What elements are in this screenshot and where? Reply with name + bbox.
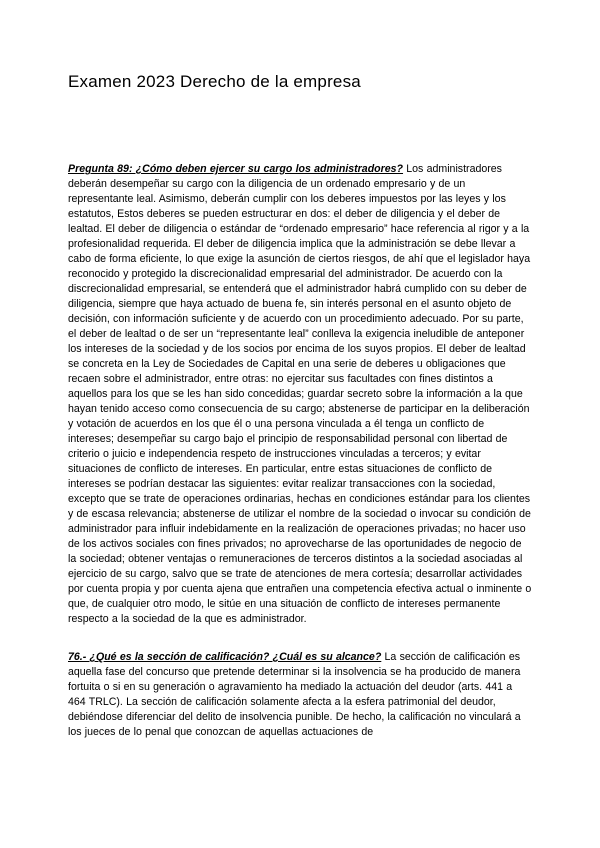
document-title: Examen 2023 Derecho de la empresa	[68, 72, 361, 91]
document-body	[68, 162, 533, 740]
paragraph-question-76	[68, 650, 533, 740]
question-89-heading: Pregunta 89: ¿Cómo deben ejercer su cargo los administradores?	[68, 163, 404, 175]
question-89-text: Los administradores deberán desempeñar su cargo con la diligencia de un ordenado empresario y de un representante leal. Asimismo, deberán cumplir con los deberes impuestos por las leyes y los estatutos, Estos deberes se pueden estructurar en dos: el deber de diligencia y el deber de lealtad. El deber de diligencia o estándar de “ordenado empresario” hace referencia al rigor y a la profesionalidad requerida. El deber de diligencia implica que la administración se debe llevar a cabo de forma eficiente, lo que exige la asunción de ciertos riesgos, de ahí que el legislador haya reconocido y protegido la discrecionalidad empresarial del administrador. De acuerdo con la discrecionalidad empresarial, se entenderá que el administrador habrá cumplido con su deber de diligencia, siempre que haya actuado de buena fe, sin interés personal en el asunto objeto de decisión, con información suficiente y de acuerdo con un procedimiento adecuado. Por su parte, el deber de lealtad o de ser un “representante leal” conlleva la exigencia ineludible de anteponer los intereses de la sociedad y de los socios por encima de los suyos propios. El deber de lealtad se concreta en la Ley de Sociedades de Capital en una serie de deberes u obligaciones que recaen sobre el administrador, entre otras: no ejercitar sus facultades con fines distintos a aquellos para los que se les han sido concedidas; guardar secreto sobre la información a la que hayan tenido acceso como consecuencia de su cargo; abstenerse de participar en la deliberación y votación de acuerdos en los que él o una persona vinculada a él tenga un conflicto de intereses; desempeñar su cargo bajo el principio de responsabilidad personal con libertad de criterio o juicio e independencia respeto de instrucciones vinculadas a terceros; y evitar situaciones de conflicto de intereses. En particular, entre estas situaciones de conflicto de intereses se podrían destacar las siguientes: evitar realizar transacciones con la sociedad, excepto que se trate de operaciones ordinarias, hechas en condiciones estándar para los clientes y de escasa relevancia; abstenerse de utilizar el nombre de la sociedad o invocar su condición de administrador para influir indebidamente en la realización de operaciones privadas; no hacer uso de los activos sociales con fines privados; no aprovecharse de las oportunidades de negocio de la sociedad; obtener ventajas o remuneraciones de terceros distintos a la sociedad asociadas al ejercicio de su cargo, salvo que se trate de atenciones de mera cortesía; desarrollar actividades por cuenta propia y por cuenta ajena que entrañen una competencia efectiva actual o inminente o que, de cualquier otro modo, le sitúe en una situación de conflicto de intereses permanente respecto a la sociedad de la que es administrador.	[68, 163, 532, 625]
question-76-heading: 76.- ¿Qué es la sección de calificación? ¿Cuál es su alcance?	[68, 651, 382, 663]
paragraph-question-89	[68, 162, 533, 627]
question-76-text: La sección de calificación es aquella fase del concurso que pretende determinar si la insolvencia se ha producido de manera fortuita o si en su generación o agravamiento ha mediado la actuación del deudor (arts. 441 a 464 TRLC). La sección de calificación solamente afecta a la esfera patrimonial del deudor, debiéndose diferenciar del delito de insolvencia punible. De hecho, la calificación no vinculará a los jueces de lo penal que conozcan de aquellas actuaciones de	[68, 651, 521, 738]
